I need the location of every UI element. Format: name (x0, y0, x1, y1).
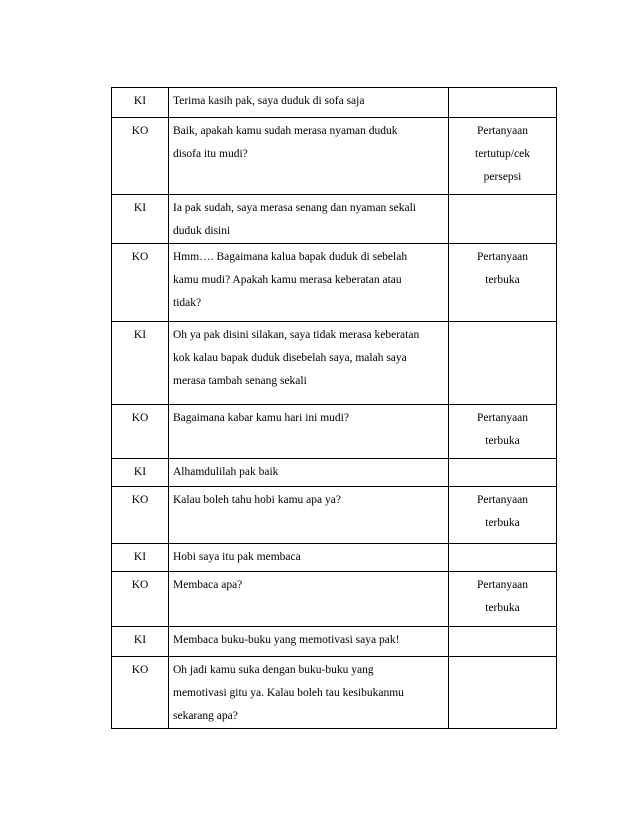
table-row (112, 195, 557, 244)
table-row (112, 405, 557, 459)
question-type-line: terbuka (485, 602, 520, 614)
question-type-line: terbuka (485, 517, 520, 529)
table-row (112, 627, 557, 657)
utterance-cell (169, 195, 449, 244)
question-type-line: terbuka (485, 274, 520, 286)
utterance-line: disofa itu mudi? (173, 148, 248, 160)
speaker-cell: KO (112, 487, 169, 544)
speaker-cell: KI (112, 88, 169, 118)
question-type-line: Pertanyaan (476, 251, 529, 263)
utterance-line: Ia pak sudah, saya merasa senang dan nyaman sekali (173, 202, 417, 214)
speaker-cell: KI (112, 459, 169, 487)
utterance-cell (169, 405, 449, 459)
speaker-cell: KI (112, 322, 169, 405)
question-type-cell (449, 88, 557, 118)
speaker-cell: KO (112, 657, 169, 729)
speaker-cell: KI (112, 195, 169, 244)
table-row (112, 118, 557, 195)
question-type-cell (449, 627, 557, 657)
utterance-cell (169, 627, 449, 657)
question-type-line: tertutup/cek (475, 148, 530, 160)
utterance-cell (169, 487, 449, 544)
table-row (112, 322, 557, 405)
question-type-line: persepsi (483, 171, 522, 183)
table-row (112, 657, 557, 729)
utterance-cell (169, 572, 449, 627)
speaker-cell: KO (112, 405, 169, 459)
question-type-cell (449, 459, 557, 487)
question-type-line: terbuka (485, 435, 520, 447)
speaker-cell: KO (112, 118, 169, 195)
speaker-cell: KO (112, 244, 169, 322)
utterance-cell (169, 459, 449, 487)
utterance-line: Kalau boleh tahu hobi kamu apa ya? (173, 494, 341, 506)
question-type-cell (449, 487, 557, 544)
question-type-cell (449, 572, 557, 627)
utterance-cell (169, 544, 449, 572)
table-row (112, 544, 557, 572)
utterance-line: sekarang apa? (173, 710, 238, 722)
utterance-line: Baik, apakah kamu sudah merasa nyaman duduk (173, 125, 398, 137)
utterance-line: merasa tambah senang sekali (173, 375, 307, 387)
utterance-line: kok kalau bapak duduk disebelah saya, malah saya (173, 352, 407, 364)
utterance-line: Hmm…. Bagaimana kalua bapak duduk di sebelah (173, 251, 408, 263)
table-row (112, 487, 557, 544)
speaker-cell: KI (112, 627, 169, 657)
utterance-line: Membaca buku-buku yang memotivasi saya pak! (173, 634, 400, 646)
speaker-cell: KI (112, 544, 169, 572)
utterance-line: Hobi saya itu pak membaca (173, 551, 301, 563)
utterance-cell (169, 657, 449, 729)
utterance-line: Membaca apa? (173, 579, 243, 591)
question-type-cell (449, 195, 557, 244)
table-row (112, 572, 557, 627)
dialogue-table (111, 87, 557, 729)
utterance-line: kamu mudi? Apakah kamu merasa keberatan atau (173, 274, 402, 286)
utterance-line: Oh ya pak disini silakan, saya tidak merasa keberatan (173, 329, 420, 341)
question-type-line: Pertanyaan (476, 494, 529, 506)
utterance-line: memotivasi gitu ya. Kalau boleh tau kesibukanmu (173, 687, 404, 699)
utterance-line: Oh jadi kamu suka dengan buku-buku yang (173, 664, 374, 676)
question-type-cell (449, 118, 557, 195)
question-type-cell (449, 405, 557, 459)
question-type-line: Pertanyaan (476, 579, 529, 591)
table-row (112, 88, 557, 118)
question-type-cell (449, 244, 557, 322)
utterance-line: tidak? (173, 297, 202, 309)
question-type-cell (449, 544, 557, 572)
question-type-cell (449, 657, 557, 729)
utterance-line: Bagaimana kabar kamu hari ini mudi? (173, 412, 349, 424)
utterance-cell (169, 118, 449, 195)
utterance-cell (169, 88, 449, 118)
utterance-line: Alhamdulilah pak baik (173, 466, 279, 478)
question-type-line: Pertanyaan (476, 412, 529, 424)
utterance-line: Terima kasih pak, saya duduk di sofa saja (173, 95, 365, 107)
table-row (112, 459, 557, 487)
table-row (112, 244, 557, 322)
speaker-cell: KO (112, 572, 169, 627)
utterance-cell (169, 322, 449, 405)
question-type-line: Pertanyaan (476, 125, 529, 137)
utterance-cell (169, 244, 449, 322)
question-type-cell (449, 322, 557, 405)
utterance-line: duduk disini (173, 225, 231, 237)
